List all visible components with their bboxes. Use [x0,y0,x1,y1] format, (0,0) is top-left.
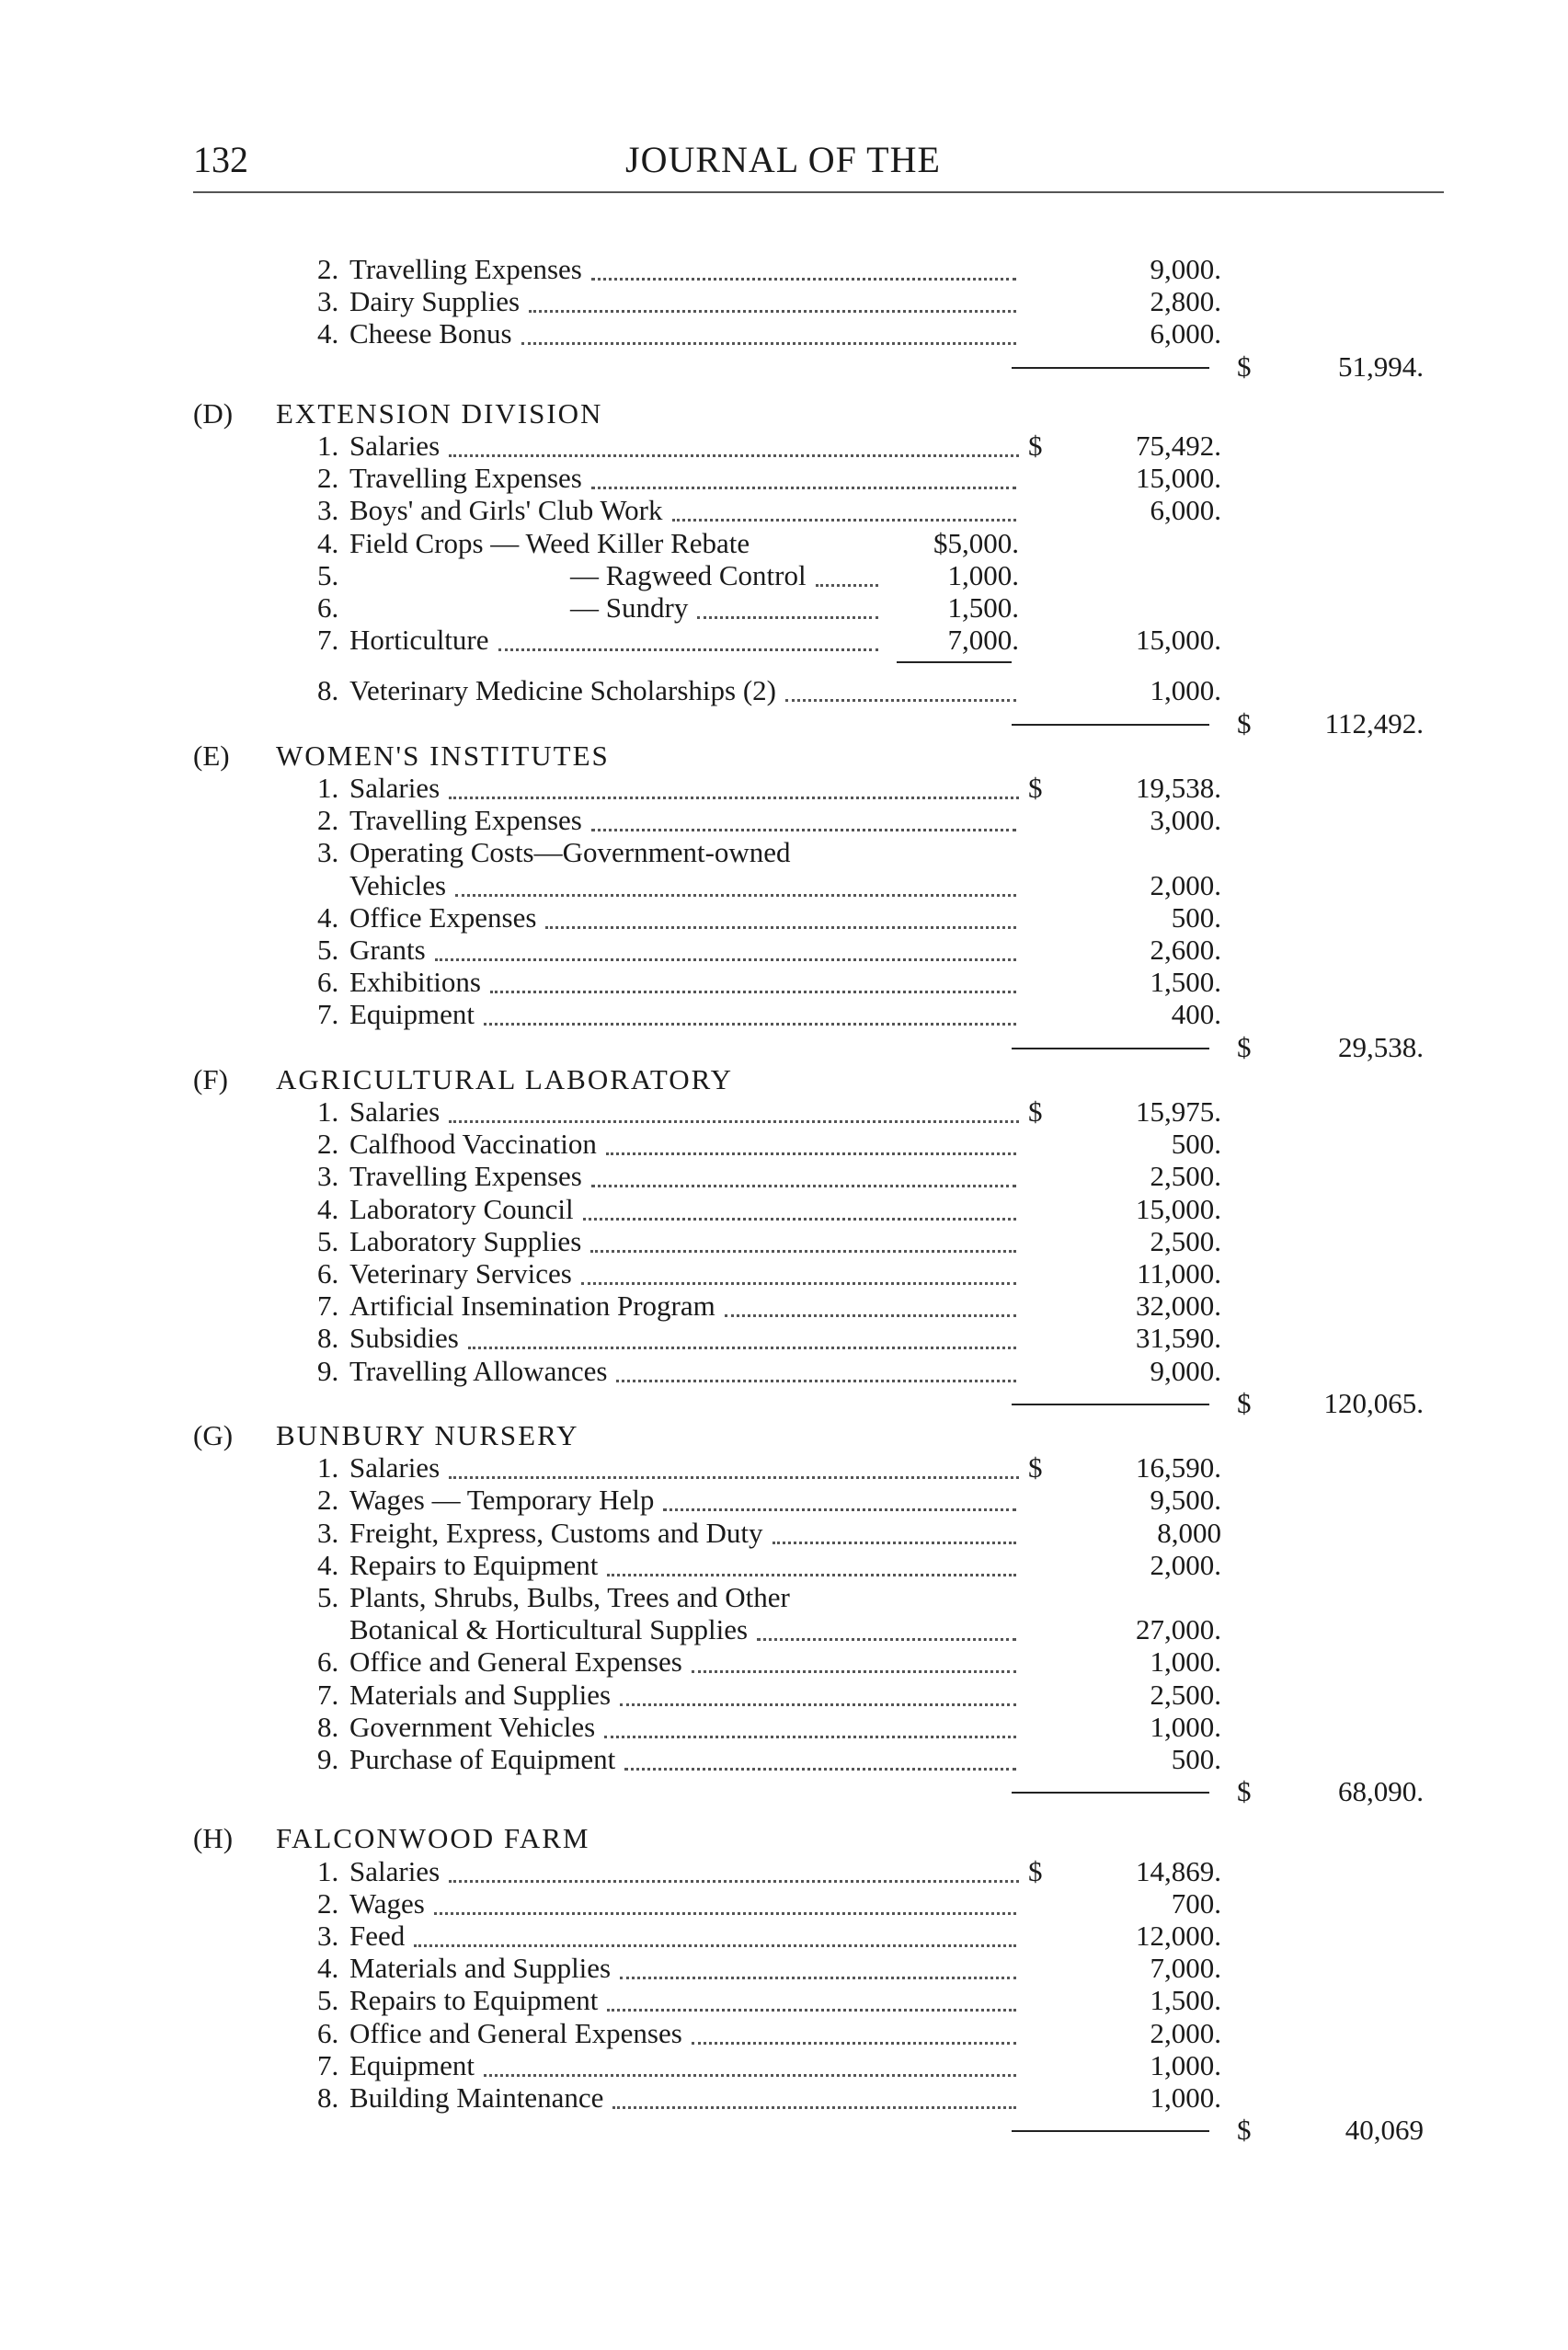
item-amount: 2,500. [1150,1160,1221,1193]
item-label: Laboratory Supplies [349,1224,582,1257]
item-label: Laboratory Council [349,1192,574,1225]
item-amount: 1,500. [1150,966,1221,999]
item-label: Veterinary Medicine Scholarships (2) [349,674,777,707]
total-dollar-sign: $ [1237,706,1252,739]
item-number: 8. [317,674,339,707]
item-label: Plants, Shrubs, Bulbs, Trees and Other [349,1581,790,1613]
dot-leader [581,1282,1016,1285]
item-label: — Sundry [570,591,689,624]
item-label: Veterinary Services [349,1257,572,1290]
item-label: Travelling Expenses [349,1160,582,1193]
sub-amount: 1,500. [947,591,1019,624]
section-heading: EXTENSION DIVISION [276,396,603,430]
section-code: (H) [193,1822,234,1855]
item-number: 4. [317,900,339,934]
dot-leader [785,699,1016,702]
item-number: 2. [317,462,339,495]
item-amount: 15,000. [1136,462,1221,495]
item-label: — Ragweed Control [570,558,807,591]
item-number: 6. [317,1257,339,1290]
item-number: 4. [317,1548,339,1581]
item-amount: 27,000. [1136,1613,1221,1646]
item-number: 8. [317,2081,339,2114]
item-amount: 1,000. [1150,1710,1221,1743]
item-amount: 500. [1171,1128,1221,1161]
item-amount: 6,000. [1150,317,1221,350]
item-number: 5. [317,1581,339,1613]
item-amount: 500. [1171,1743,1221,1775]
item-amount: 11,000. [1137,1257,1221,1290]
item-amount: 9,500. [1150,1484,1221,1517]
item-label: Freight, Express, Customs and Duty [349,1516,763,1549]
item-amount: 2,500. [1150,1678,1221,1711]
item-amount: 16,590. [1136,1451,1221,1485]
dot-leader [616,1380,1016,1382]
dot-leader [583,1218,1016,1221]
total-dollar-sign: $ [1237,1386,1252,1419]
item-label: Office and General Expenses [349,1645,682,1679]
item-amount: 400. [1171,998,1221,1031]
dollar-sign: $ [1028,1451,1043,1485]
item-label: Field Crops — Weed Killer Rebate [349,526,750,559]
dot-leader [455,894,1016,897]
item-label: Travelling Expenses [349,253,582,285]
total-rule [1012,2130,1209,2132]
dot-leader [591,278,1016,281]
item-number: 2. [317,1128,339,1161]
section-total: 120,065. [1323,1386,1424,1419]
item-amount: 2,000. [1150,868,1221,901]
item-amount: 15,000. [1136,624,1221,657]
total-rule [1012,1792,1209,1794]
item-number: 6. [317,966,339,999]
dollar-sign: $ [1028,1854,1043,1887]
item-amount: 3,000. [1150,804,1221,837]
item-label: Travelling Allowances [349,1354,608,1387]
item-number: 1. [317,772,339,804]
item-number: 4. [317,317,339,350]
item-amount: 6,000. [1150,494,1221,527]
item-number: 2. [317,1886,339,1920]
dot-leader [697,616,878,619]
section-total: 112,492. [1324,706,1424,739]
total-dollar-sign: $ [1237,2114,1252,2147]
item-number: 3. [317,1516,339,1549]
item-amount: 19,538. [1136,772,1221,804]
item-number: 3. [317,494,339,527]
dot-leader [692,1670,1016,1673]
item-label: Vehicles [349,868,447,901]
item-amount: 9,000. [1150,1354,1221,1387]
dot-leader [591,829,1016,831]
item-number: 1. [317,1451,339,1485]
section-heading: AGRICULTURAL LABORATORY [276,1062,733,1095]
item-label: Equipment [349,2048,475,2081]
item-label: Repairs to Equipment [349,1984,599,2017]
item-amount: 2,000. [1150,1548,1221,1581]
item-label: Materials and Supplies [349,1678,612,1711]
item-label: Salaries [349,772,441,804]
total-dollar-sign: $ [1237,1775,1252,1808]
item-number: 9. [317,1354,339,1387]
item-label: Materials and Supplies [349,1952,612,1985]
section-heading: WOMEN'S INSTITUTES [276,739,610,772]
dollar-sign: $ [1028,1095,1043,1128]
item-number: 6. [317,2016,339,2049]
item-number: 1. [317,1854,339,1887]
item-label: Government Vehicles [349,1710,596,1743]
total-rule [1012,1404,1209,1405]
item-amount: 12,000. [1136,1920,1221,1952]
item-amount: 32,000. [1136,1290,1221,1323]
total-rule [1012,724,1209,726]
item-label: Building Maintenance [349,2081,604,2114]
item-label: Operating Costs—Government-owned [349,836,791,869]
dot-leader [663,1508,1016,1511]
dot-leader [773,1542,1016,1544]
section-heading: BUNBURY NURSERY [276,1419,579,1451]
dot-leader [590,1250,1016,1253]
item-amount: 8,000 [1157,1516,1221,1549]
item-label: Horticulture [349,624,489,657]
item-amount: 1,000. [1150,1645,1221,1679]
dot-leader [620,1977,1016,1979]
running-title: JOURNAL OF THE [625,139,941,180]
item-amount: 700. [1171,1886,1221,1920]
dot-leader [529,310,1016,313]
item-number: 4. [317,526,339,559]
dot-leader [449,1880,1019,1883]
section-code: (F) [193,1062,228,1095]
item-number: 4. [317,1952,339,1985]
total-dollar-sign: $ [1237,1030,1252,1063]
item-amount: 75,492. [1136,430,1221,462]
item-label: Purchase of Equipment [349,1743,616,1775]
item-label: Travelling Expenses [349,462,582,495]
dot-leader [692,2042,1016,2045]
item-amount: 2,500. [1150,1224,1221,1257]
item-amount: 1,000. [1150,2081,1221,2114]
dot-leader [414,1944,1016,1947]
item-number: 2. [317,1484,339,1517]
item-label: Cheese Bonus [349,317,512,350]
dot-leader [449,454,1019,457]
dot-leader [591,487,1016,489]
item-label: Wages — Temporary Help [349,1484,655,1517]
item-label: Salaries [349,1095,441,1128]
dot-leader [620,1703,1016,1706]
dot-leader [604,1736,1016,1738]
item-label: Calfhood Vaccination [349,1128,597,1161]
item-amount: 2,600. [1150,934,1221,966]
item-label: Dairy Supplies [349,285,521,318]
dot-leader [484,2074,1016,2077]
dot-leader [434,1912,1016,1915]
item-number: 3. [317,836,339,869]
item-number: 2. [317,253,339,285]
item-label: Salaries [349,1451,441,1485]
item-number: 8. [317,1322,339,1355]
item-label: Wages [349,1886,425,1920]
subtotal-rule [897,661,1012,663]
item-number: 7. [317,998,339,1031]
item-number: 9. [317,1743,339,1775]
item-amount: 15,975. [1136,1095,1221,1128]
item-number: 2. [317,804,339,837]
item-label: Salaries [349,430,441,462]
total-rule [1012,367,1209,369]
dot-leader [468,1347,1016,1349]
dot-leader [624,1768,1016,1771]
total-dollar-sign: $ [1237,350,1252,383]
item-number: 5. [317,1984,339,2017]
section-total: 68,090. [1338,1775,1424,1808]
item-amount: 1,000. [1150,2048,1221,2081]
item-label: Office Expenses [349,900,537,934]
item-number: 3. [317,285,339,318]
item-amount: 31,590. [1136,1322,1221,1355]
item-label: Artificial Insemination Program [349,1290,715,1323]
dot-leader [449,1120,1019,1123]
item-label: Boys' and Girls' Club Work [349,494,663,527]
item-number: 5. [317,558,339,591]
total-rule [1012,1048,1209,1049]
dot-leader [449,797,1019,799]
sub-amount: 7,000. [947,624,1019,657]
item-number: 6. [317,1645,339,1679]
dot-leader [521,342,1016,345]
item-number: 5. [317,934,339,966]
section-code: (E) [193,739,230,772]
item-label: Equipment [349,998,475,1031]
dot-leader [816,584,878,587]
dot-leader [449,1476,1019,1479]
item-amount: 1,500. [1150,1984,1221,2017]
item-label: Exhibitions [349,966,481,999]
dot-leader [757,1638,1016,1641]
section-total: 40,069 [1345,2114,1424,2147]
dot-leader [607,1574,1016,1576]
item-number: 8. [317,1710,339,1743]
dot-leader [612,2106,1016,2109]
item-number: 7. [317,1678,339,1711]
item-amount: 15,000. [1136,1192,1221,1225]
dot-leader [606,1152,1016,1155]
dot-leader [435,958,1016,961]
dollar-sign: $ [1028,772,1043,804]
item-amount: 500. [1171,900,1221,934]
item-amount: 1,000. [1150,674,1221,707]
dot-leader [672,519,1016,522]
dot-leader [498,648,878,651]
item-number: 1. [317,430,339,462]
section-code: (D) [193,396,234,430]
dollar-sign: $ [1028,430,1043,462]
item-amount: 14,869. [1136,1854,1221,1887]
item-amount: 7,000. [1150,1952,1221,1985]
dot-leader [591,1185,1016,1187]
item-amount: 2,000. [1150,2016,1221,2049]
item-amount: 9,000. [1150,253,1221,285]
section-heading: FALCONWOOD FARM [276,1822,590,1855]
item-label: Grants [349,934,426,966]
dot-leader [607,2009,1016,2012]
item-label: Repairs to Equipment [349,1548,599,1581]
dot-leader [545,926,1016,929]
item-number: 7. [317,624,339,657]
sub-amount: 1,000. [947,558,1019,591]
item-label: Botanical & Horticultural Supplies [349,1613,749,1646]
section-total: 29,538. [1338,1030,1424,1063]
item-label: Subsidies [349,1322,459,1355]
item-number: 3. [317,1920,339,1952]
item-amount: 2,800. [1150,285,1221,318]
sub-amount: $5,000. [933,526,1019,559]
item-number: 5. [317,1224,339,1257]
section-total: 51,994. [1338,350,1424,383]
item-label: Office and General Expenses [349,2016,682,2049]
dot-leader [725,1314,1016,1317]
page-number: 132 [193,139,248,180]
section-code: (G) [193,1419,234,1451]
item-number: 4. [317,1192,339,1225]
item-number: 6. [317,591,339,624]
item-label: Salaries [349,1854,441,1887]
item-label: Feed [349,1920,406,1952]
item-label: Travelling Expenses [349,804,582,837]
item-number: 1. [317,1095,339,1128]
item-number: 7. [317,1290,339,1323]
dot-leader [484,1023,1016,1026]
item-number: 3. [317,1160,339,1193]
dot-leader [490,991,1016,993]
item-number: 7. [317,2048,339,2081]
